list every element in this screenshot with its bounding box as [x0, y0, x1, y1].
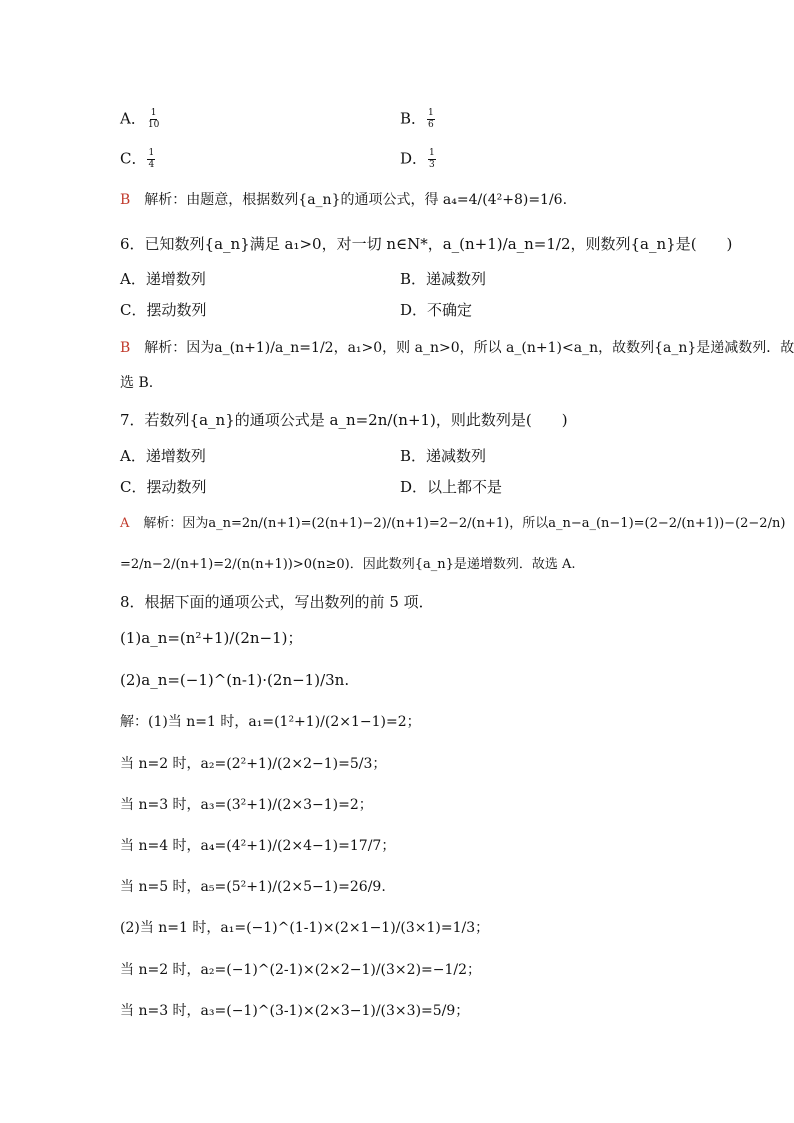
q8-solution-2-n1: (2)当 n=1 时，a₁=(−1)^(1-1)×(2×1−1)/(3×1)=1/3； [120, 920, 490, 936]
q8-solution-1-n1: 解：(1)当 n=1 时，a₁=(1²+1)/(2×1−1)=2； [120, 714, 421, 730]
q7-option-a: A．递增数列 [120, 447, 206, 465]
q6-option-b: B．递减数列 [400, 270, 487, 288]
q6-option-c: C．摆动数列 [120, 301, 207, 319]
q5-d-fraction: $\frac{1}{3}$ [429, 148, 435, 170]
q8-solution-1-n4: 当 n=4 时，a₄=(4²+1)/(2×4−1)=17/7； [120, 838, 396, 854]
q5-b-fraction: $\frac{1}{6}$ [428, 108, 434, 130]
q7-option-d: D．以上都不是 [400, 478, 503, 496]
q8-formula-2: (2)a_n=(−1)^(n-1)·(2n−1)/3n. [120, 671, 350, 689]
q7-option-c: C．摆动数列 [120, 478, 207, 496]
q6-option-a: A．递增数列 [120, 270, 206, 288]
q5-answer [120, 190, 567, 210]
q8-formula-1: (1)a_n=(n²+1)/(2n−1)； [120, 629, 303, 647]
q5-option-c: C． $\frac{1}{4}$ [120, 148, 155, 170]
q7-answer-continuation: =2/n−2/(n+1)=2/(n(n+1))>0(n≥0)．因此数列{a_n}是递增数列．故选 A. [120, 557, 576, 572]
q5-option-d: D． $\frac{1}{3}$ [400, 148, 435, 170]
q7-option-b: B．递减数列 [400, 447, 487, 465]
q6-answer-letter: B [120, 340, 131, 356]
q6-stem: 6．已知数列{a_n}满足 a₁>0，对一切 n∈N*，a_(n+1)/a_n=1/2，则数列{a_n}是( ) [120, 235, 733, 253]
q6-answer [120, 338, 794, 358]
q5-option-b: B． $\frac{1}{6}$ [400, 108, 434, 130]
q6-answer-continuation: 选 B. [120, 375, 154, 391]
q5-c-fraction: $\frac{1}{4}$ [148, 148, 155, 170]
q5-answer-letter: B [120, 192, 131, 208]
q6-answer-text: 解析：因为a_(n+1)/a_n=1/2，a₁>0，则 a_n>0，所以 a_(n+1)<a_n，故数列{a_n}是递减数列．故 [144, 340, 794, 356]
q6-option-d: D．不确定 [400, 301, 473, 319]
q8-solution-2-n3: 当 n=3 时，a₃=(−1)^(3-1)×(2×3−1)/(3×3)=5/9； [120, 1003, 470, 1019]
q5-a-fraction: $\frac{1}{10}$ [147, 108, 160, 130]
q7-answer-letter: A [120, 516, 130, 531]
q8-solution-1-n2: 当 n=2 时，a₂=(2²+1)/(2×2−1)=5/3； [120, 756, 387, 772]
q5-answer-text: 解析：由题意，根据数列{a_n}的通项公式，得 a₄=4/(4²+8)=1/6. [144, 192, 568, 208]
q5-option-a: A． $\frac{1}{10}$ [120, 108, 160, 130]
q8-solution-2-n2: 当 n=2 时，a₂=(−1)^(2-1)×(2×2−1)/(3×2)=−1/2； [120, 962, 482, 978]
q8-solution-1-n3: 当 n=3 时，a₃=(3²+1)/(2×3−1)=2； [120, 797, 373, 813]
q7-answer [120, 514, 785, 534]
q8-stem: 8．根据下面的通项公式，写出数列的前 5 项． [120, 593, 434, 611]
q7-answer-text: 解析：因为a_n=2n/(n+1)=(2(n+1)−2)/(n+1)=2−2/(n+1)，所以a_n−a_(n−1)=(2−2/(n+1))−(2−2/n) [143, 516, 786, 531]
q7-stem: 7．若数列{a_n}的通项公式是 a_n=2n/(n+1)，则此数列是( ) [120, 411, 568, 429]
q8-solution-1-n5: 当 n=5 时，a₅=(5²+1)/(2×5−1)=26/9. [120, 879, 386, 895]
